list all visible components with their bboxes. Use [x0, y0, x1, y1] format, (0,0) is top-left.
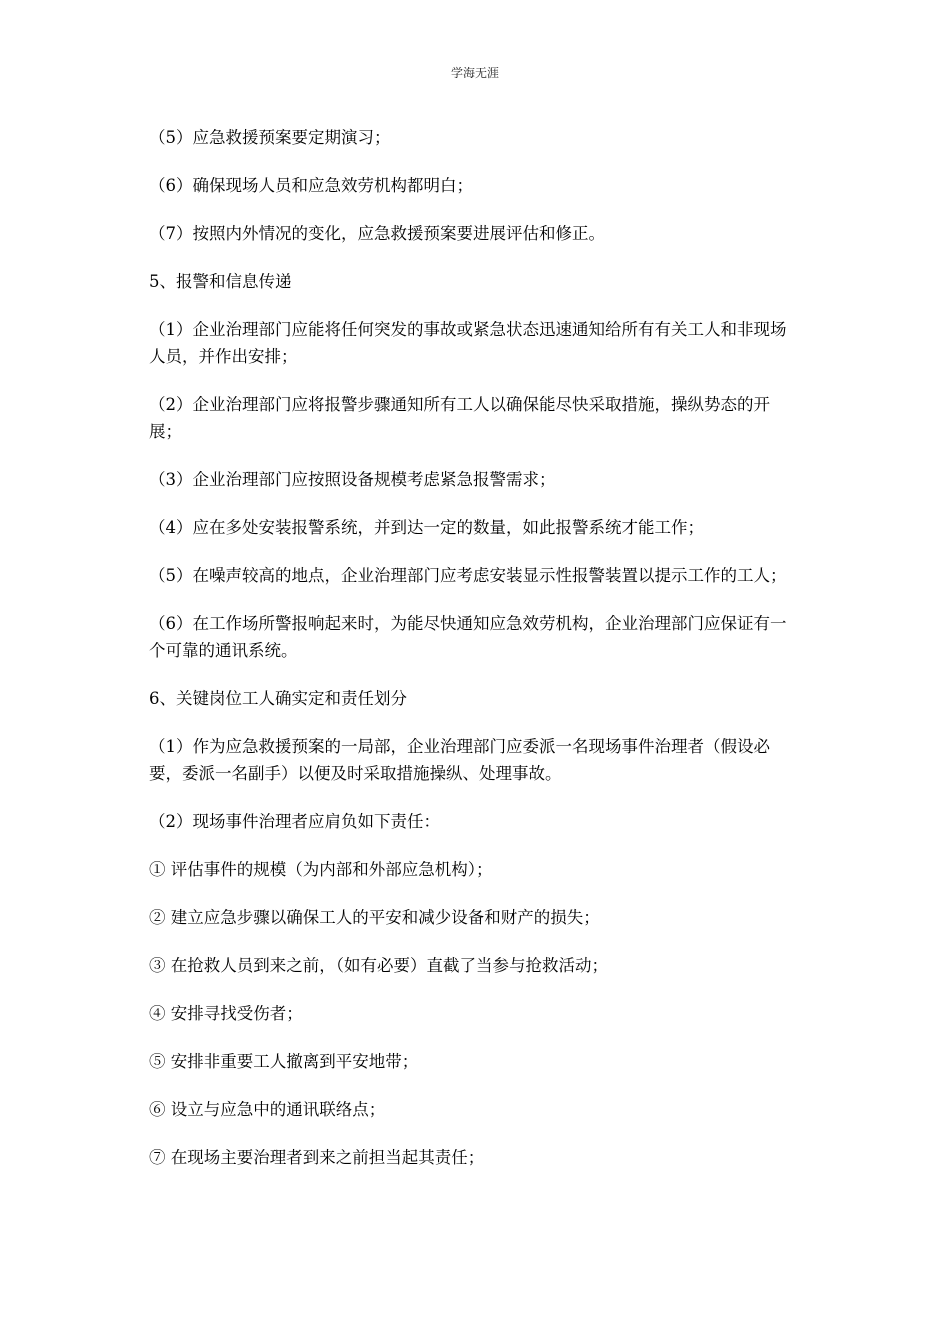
list-item: ⑦ 在现场主要治理者到来之前担当起其责任； [149, 1148, 485, 1167]
list-item: ④ 安排寻找受伤者； [149, 1004, 303, 1023]
paragraph: （6）在工作场所警报响起来时，为能尽快通知应急效劳机构，企业治理部门应保证有一个可靠的通讯系统。 [149, 614, 787, 660]
paragraph: （5）应急救援预案要定期演习； [149, 128, 391, 147]
paragraph: （4）应在多处安装报警系统，并到达一定的数量，如此报警系统才能工作； [149, 518, 704, 537]
paragraph: （1）作为应急救援预案的一局部，企业治理部门应委派一名现场事件治理者（假设必要，委派一名副手）以便及时采取措施操纵、处理事故。 [149, 737, 770, 783]
list-item: ② 建立应急步骤以确保工人的平安和减少设备和财产的损失； [149, 908, 600, 927]
paragraph: （2）现场事件治理者应肩负如下责任： [149, 812, 440, 831]
paragraph: （3）企业治理部门应按照设备规模考虑紧急报警需求； [149, 470, 556, 489]
section-heading: 5、报警和信息传递 [149, 272, 292, 291]
document-body [149, 124, 801, 1192]
paragraph: （7）按照内外情况的变化，应急救援预案要进展评估和修正。 [149, 224, 605, 243]
paragraph: （6）确保现场人员和应急效劳机构都明白； [149, 176, 473, 195]
list-item: ⑥ 设立与应急中的通讯联络点； [149, 1100, 386, 1119]
page-header: 学海无涯 [450, 66, 499, 80]
list-item: ③ 在抢救人员到来之前，（如有必要）直截了当参与抢救活动； [149, 956, 608, 975]
section-heading: 6、关键岗位工人确实定和责任划分 [149, 689, 407, 708]
paragraph: （1）企业治理部门应能将任何突发的事故或紧急状态迅速通知给所有有关工人和非现场人员，并作出安排； [149, 320, 787, 366]
list-item: ① 评估事件的规模（为内部和外部应急机构）； [149, 860, 493, 879]
paragraph: （5）在噪声较高的地点，企业治理部门应考虑安装显示性报警装置以提示工作的工人； [149, 566, 787, 585]
list-item: ⑤ 安排非重要工人撤离到平安地带； [149, 1052, 419, 1071]
paragraph: （2）企业治理部门应将报警步骤通知所有工人以确保能尽快采取措施，操纵势态的开展； [149, 395, 770, 441]
